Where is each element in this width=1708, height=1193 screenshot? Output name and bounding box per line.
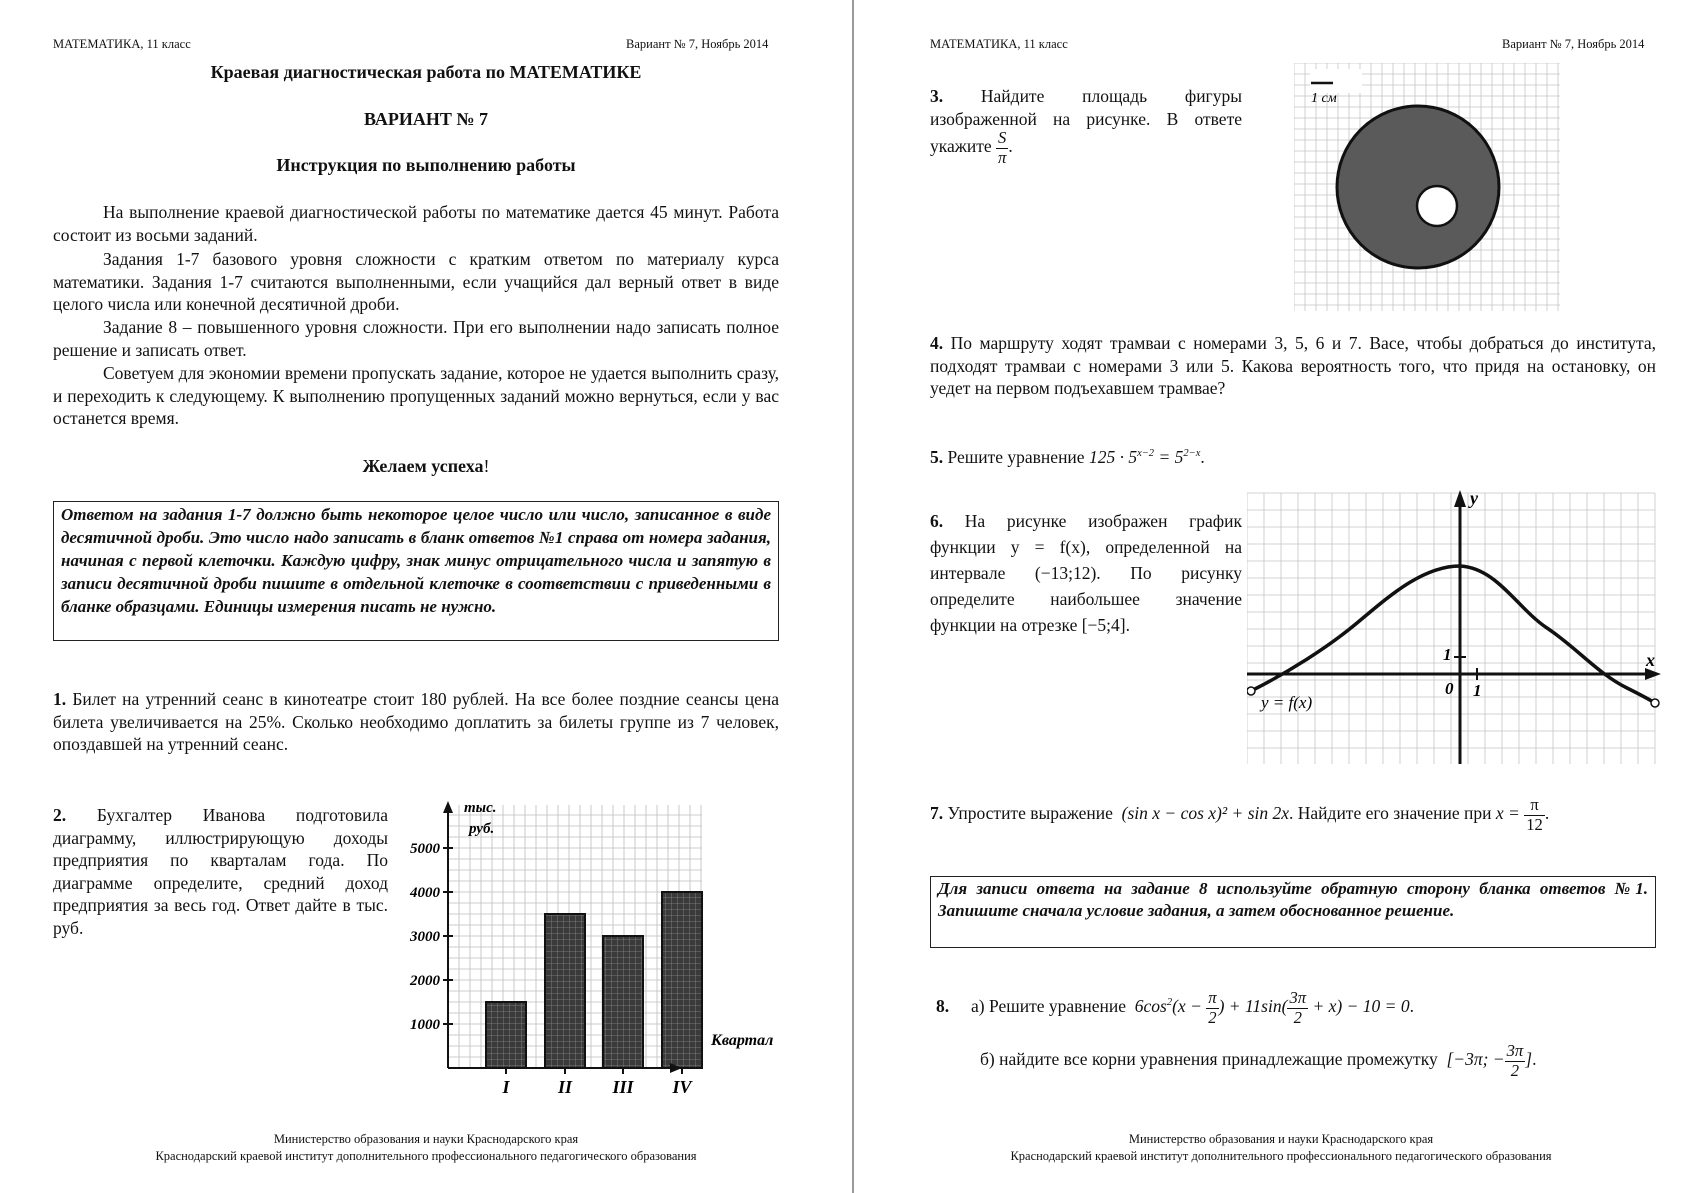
bar-II — [545, 914, 585, 1068]
frac-numerator: S — [996, 130, 1008, 149]
y-tick-label: 5000 — [410, 841, 440, 857]
answer-instructions-box: Ответом на задания 1-7 должно быть некоторое целое число или число, записанное в виде десятичной дроби. Это число надо записать в бланк ответов №1 справа от номера задания, начиная с первой клеточки. Каждую цифру, знак минус отрицательного числа и запятую в записи десятичной дроби пишите в отдельной клеточке в соответствии с приведенными в бланке образцами. Единицы измерения писать не нужно. — [53, 501, 779, 641]
footer-line: Министерство образования и науки Краснодарского края — [1128, 1132, 1434, 1146]
task-number: 2. — [53, 805, 67, 825]
task-3: 3. Найдите площадь фигуры изображенной на рисунке. В ответе укажите $\frac{S}{\pi}$ . — [930, 86, 1242, 167]
bar-IV — [662, 892, 702, 1068]
footer-line: Краснодарский краевой институт дополнительного профессионального педагогического образования — [1010, 1149, 1552, 1163]
header-subject: МАТЕМАТИКА, 11 класс — [930, 37, 1068, 51]
task-number: 3. — [930, 86, 944, 106]
y-tick-label: 1000 — [410, 1017, 440, 1033]
task-number: 4. — [930, 333, 944, 353]
y-tick-label: 2000 — [410, 973, 440, 989]
function-graph — [1247, 488, 1663, 768]
task-number: 1. — [53, 689, 67, 709]
y-tick-label: 3000 — [410, 929, 440, 945]
frac-denominator: π — [998, 147, 1007, 167]
unit-label: 1 см — [1311, 91, 1337, 106]
wish-text: Желаем успеха! — [362, 456, 490, 476]
x-tick-label: I — [502, 1077, 510, 1095]
instruction-paragraph: На выполнение краевой диагностической работы по математике дается 45 минут. Работа состоит из восьми заданий. — [53, 202, 779, 245]
income-bar-chart — [395, 795, 795, 1095]
bar-I — [486, 1002, 526, 1068]
task-2 — [53, 804, 388, 939]
x-tick-label: IV — [672, 1077, 692, 1095]
task-text: Билет на утренний сеанс в кинотеатре стоит 180 рублей. На все более поздние сеансы цена билета увеличивается на 25%. Сколько необходимо доплатить за билеты группе из 7 человек, опоздавшей на утренний сеанс. — [53, 689, 779, 754]
task-4 — [930, 332, 1656, 400]
task-text: Решите уравнение — [947, 446, 1085, 467]
task-8-b: б) найдите все корни уравнения принадлежащие промежутку [−3π; − $\frac{3\pi}{2}$ ]. — [980, 1041, 1537, 1080]
y-axis-label: руб. — [469, 821, 495, 837]
task-text: По маршруту ходят трамваи с номерами 3, 5, 6 и 7. Васе, чтобы добраться до института, подходят трамваи с номерами 3 или 5. Какова вероятность того, что придя на остановку, он уедет на первом подъехавшем трамвае? — [930, 333, 1656, 398]
x-axis-label: x — [1646, 650, 1655, 670]
page-title: Краевая диагностическая работа по МАТЕМАТИКЕ — [210, 62, 642, 82]
function-label: y = f(x) — [1261, 693, 1313, 712]
y-axis-label: y — [1470, 488, 1478, 508]
task-number: 8. — [936, 996, 950, 1017]
task-6 — [930, 508, 1242, 638]
unit-x-label: 1 — [1473, 681, 1482, 700]
left-page — [0, 0, 852, 1193]
task-7: 7. Упростите выражение (sin x − cos x)² + sin 2x. Найдите его значение при x = $\frac{\pi}{12}$ . — [930, 795, 1550, 834]
ring-figure — [1294, 63, 1562, 313]
right-page — [854, 0, 1708, 1193]
task-text: Упростите выражение — [947, 803, 1113, 824]
task-5: 5. Решите уравнение $125 \cdot 5^{x-2} = 5^{2-x}$. — [930, 446, 1205, 467]
unit-y-label: 1 — [1443, 645, 1452, 664]
header-subject: МАТЕМАТИКА, 11 класс — [53, 37, 191, 51]
footer-line: Министерство образования и науки Краснодарского края — [273, 1132, 579, 1146]
instruction-title: Инструкция по выполнению работы — [276, 155, 576, 175]
task-1 — [53, 688, 779, 756]
bar-III — [603, 936, 643, 1068]
header-variant: Вариант № 7, Ноябрь 2014 — [626, 37, 769, 51]
instruction-paragraph: Советуем для экономии времени пропускать задание, которое не удается выполнить сразу, и переходить к следующему. К выполнению пропущенных заданий можно вернуться, если у вас останется время. — [53, 363, 779, 428]
expression: (sin x − cos x)² + sin 2x — [1121, 803, 1290, 824]
task8-instructions-box: Для записи ответа на задание 8 используйте обратную сторону бланка ответов №1. Запишите сначала условие задания, а затем обоснованное решение. — [930, 876, 1656, 948]
origin-label: 0 — [1445, 679, 1454, 698]
y-tick-label: 4000 — [410, 885, 440, 901]
task-text: Найдите площадь фигуры изображенной на рисунке. В ответе укажите — [930, 86, 1242, 157]
task-number: 5. — [930, 446, 944, 467]
x-tick-label: III — [612, 1077, 634, 1095]
header-variant: Вариант № 7, Ноябрь 2014 — [1502, 37, 1645, 51]
task-number: 6. — [930, 511, 944, 531]
task-8-a: 8. а) Решите уравнение $6\cos^2(x$ − $\frac{\pi}{2}$ ) + 11sin( $\frac{3\pi}{2}$ + x) − 10 = 0. — [936, 988, 1414, 1027]
x-axis-label: Квартал — [711, 1032, 774, 1049]
instruction-paragraph: Задание 8 – повышенного уровня сложности. При его выполнении надо записать полное решение и записать ответ. — [53, 317, 779, 360]
variant-title: ВАРИАНТ № 7 — [364, 109, 488, 129]
instruction-paragraph: Задания 1-7 базового уровня сложности с кратким ответом по материалу курса математики. Задания 1-7 считаются выполненными, если учащийся дал верный ответ в виде целого числа или конечной десятичной дроби. — [53, 249, 779, 314]
task-text: На рисунке изображен график функции y = f(x), определенной на интервале (−13;12). По рисунку определите наибольшее значение функции на отрезке [−5;4]. — [930, 511, 1242, 635]
x-tick-label: II — [557, 1077, 573, 1095]
task-text: Бухгалтер Иванова подготовила диаграмму, иллюстрирующую доходы предприятия по кварталам года. По диаграмме определите, средний доход предприятия за весь год. Ответ дайте в тыс. руб. — [53, 805, 388, 938]
task-number: 7. — [930, 803, 944, 824]
footer-line: Краснодарский краевой институт дополнительного профессионального педагогического образования — [155, 1149, 697, 1163]
y-axis-label: тыс. — [464, 800, 497, 816]
